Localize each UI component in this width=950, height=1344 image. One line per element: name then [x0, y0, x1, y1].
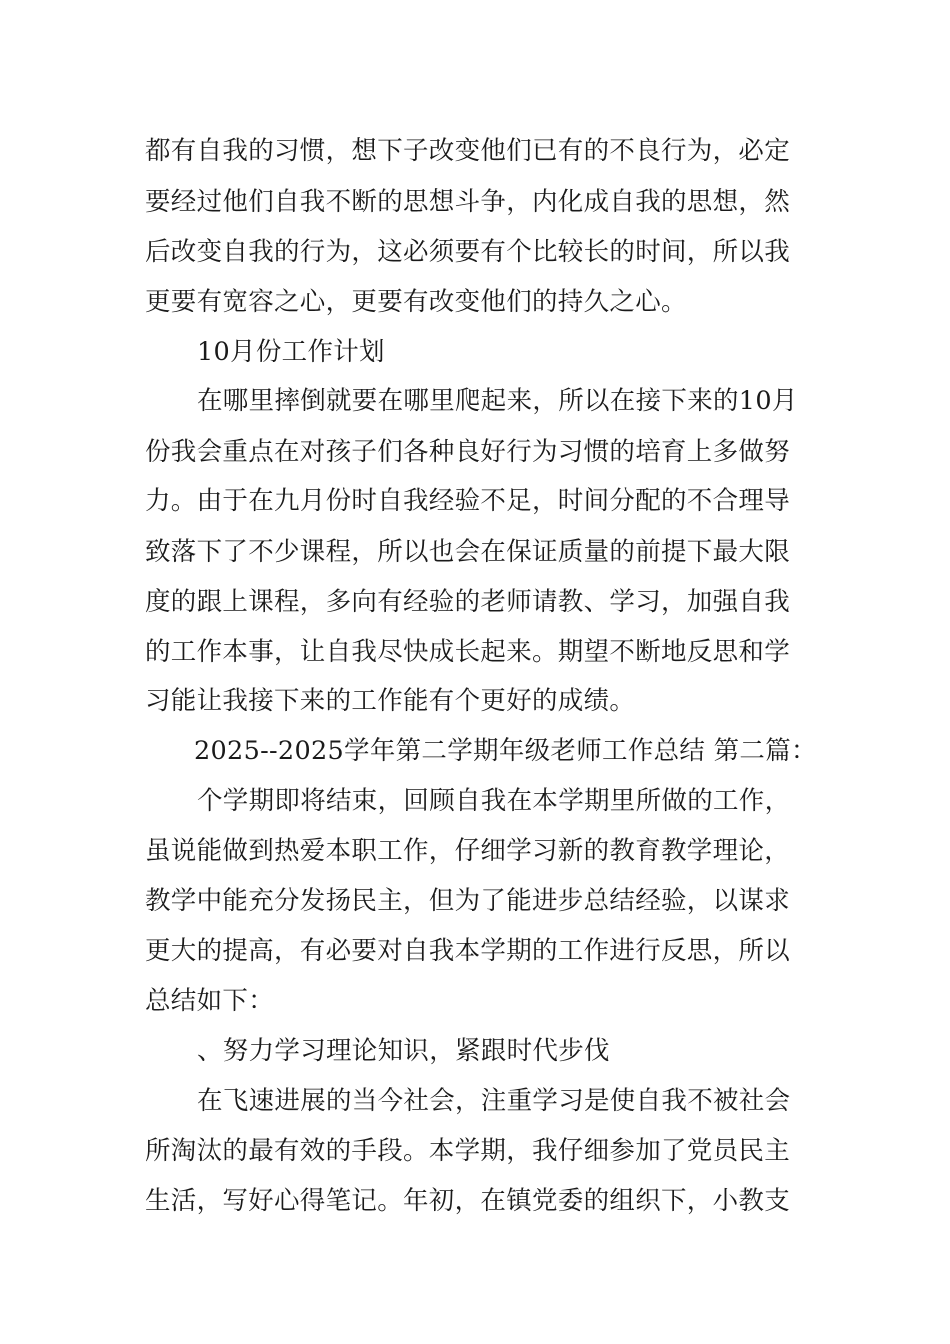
text-line: 要经过他们自我不断的思想斗争，内化成自我的思想，然	[145, 187, 791, 217]
text-line: 都有自我的习惯，想下子改变他们已有的不良行为，必定	[145, 136, 791, 166]
section-heading: 2025--2025学年第二学期年级老师工作总结 第二篇：	[194, 736, 817, 766]
text-line: 度的跟上课程，多向有经验的老师请教、学习，加强自我	[145, 587, 791, 617]
section-heading: 、努力学习理论知识，紧跟时代步伐	[197, 1036, 610, 1066]
text-line: 个学期即将结束，回顾自我在本学期里所做的工作，	[197, 786, 791, 816]
text-line: 习能让我接下来的工作能有个更好的成绩。	[145, 686, 636, 716]
text-line: 生活，写好心得笔记。年初，在镇党委的组织下，小教支	[145, 1186, 791, 1216]
section-heading: 10月份工作计划	[197, 337, 385, 367]
text-line: 教学中能充分发扬民主，但为了能进步总结经验，以谋求	[145, 886, 791, 916]
text-line: 后改变自我的行为，这必须要有个比较长的时间，所以我	[145, 237, 791, 267]
text-line: 虽说能做到热爱本职工作，仔细学习新的教育教学理论，	[145, 836, 791, 866]
text-line: 份我会重点在对孩子们各种良好行为习惯的培育上多做努	[145, 437, 791, 467]
text-line: 致落下了不少课程，所以也会在保证质量的前提下最大限	[145, 537, 791, 567]
text-line: 更大的提高，有必要对自我本学期的工作进行反思，所以	[145, 936, 791, 966]
text-line: 在哪里摔倒就要在哪里爬起来，所以在接下来的10月	[197, 386, 798, 416]
text-line: 在飞速进展的当今社会，注重学习是使自我不被社会	[197, 1086, 791, 1116]
text-line: 总结如下：	[145, 986, 275, 1016]
text-line: 的工作本事，让自我尽快成长起来。期望不断地反思和学	[145, 637, 791, 667]
text-line: 更要有宽容之心，更要有改变他们的持久之心。	[145, 287, 687, 317]
text-line: 所淘汰的最有效的手段。本学期，我仔细参加了党员民主	[145, 1136, 791, 1166]
text-line: 力。由于在九月份时自我经验不足，时间分配的不合理导	[145, 486, 791, 516]
